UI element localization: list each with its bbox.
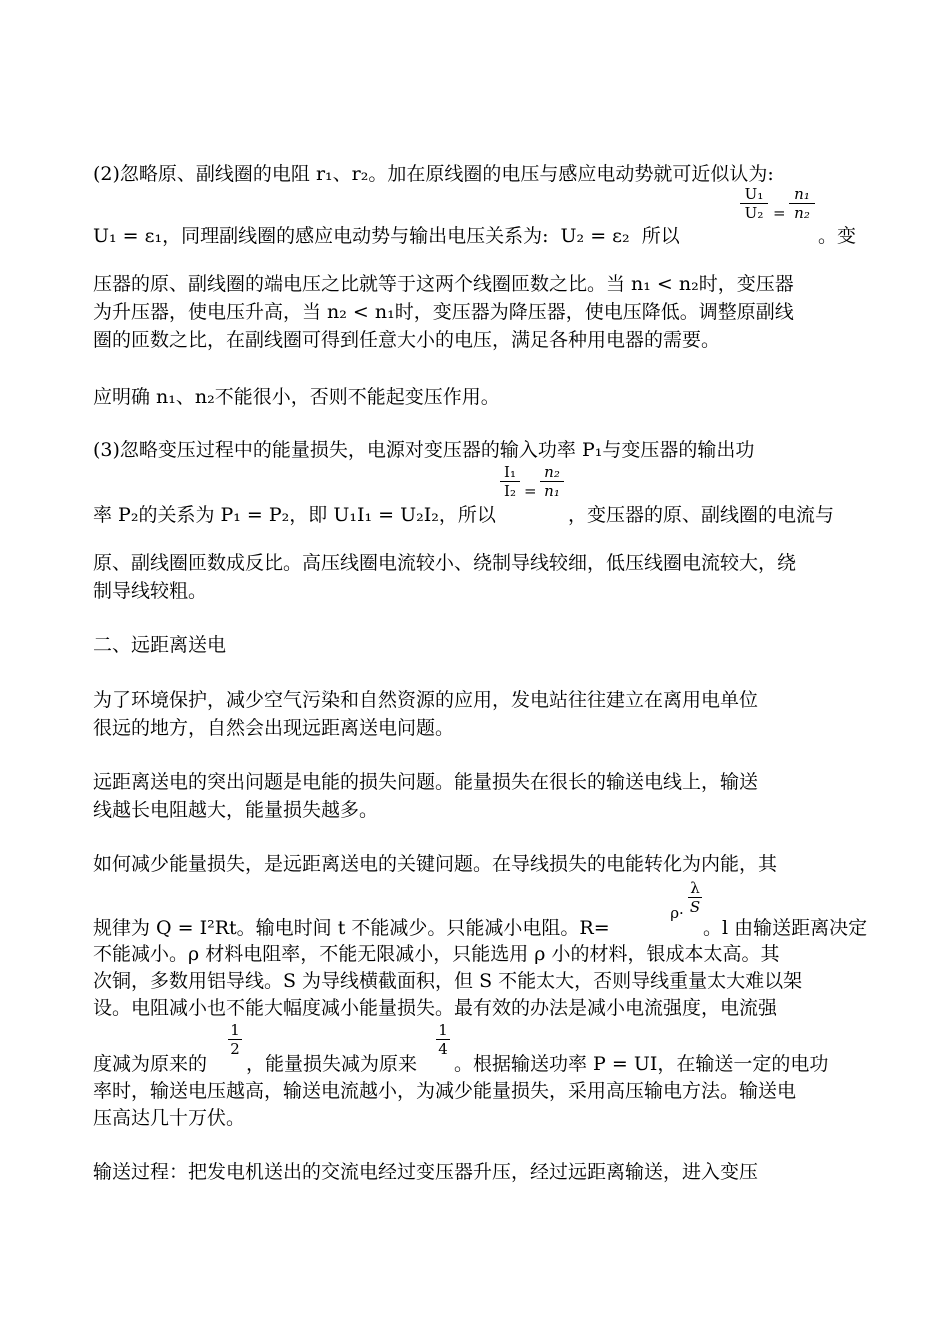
p1-line3: 压器的原、副线圈的端电压之比就等于这两个线圈匝数之比。当 n₁ < n₂时，变压器	[93, 273, 794, 295]
fraction-n2-n1	[540, 464, 564, 499]
p6-line3: 不能减小。ρ 材料电阻率，不能无限减小，只能选用 ρ 小的材料，银成本太高。其	[93, 943, 780, 965]
p1-line2-text: ，同理副线圈的感应电动势与输出电压关系为:	[162, 225, 549, 247]
fraction-n1-n2	[789, 186, 815, 221]
equals-sign: =	[773, 204, 786, 222]
p3-line3: 原、副线圈匝数成反比。高压线圈电流较小、绕制导线较细，低压线圈电流较大，绕	[93, 552, 797, 574]
p6-line4: 次铜，多数用铝导线。S 为导线横截面积，但 S 不能太大，否则导线重量太大难以架	[93, 970, 803, 992]
fraction-one-quarter	[436, 1022, 450, 1057]
fraction-denominator: 2	[230, 1040, 240, 1058]
p6-line6a: 度减为原来的	[93, 1053, 208, 1075]
p6-line8: 压高达几十万伏。	[93, 1107, 246, 1129]
formula-u2-e2: U₂ = ε₂	[560, 225, 630, 247]
p6-line2a: 规律为 Q = I²Rt。输电时间 t 不能减少。只能减小电阻。R=	[93, 917, 610, 939]
fraction-numerator: n₂	[544, 463, 560, 481]
p1-line2	[93, 224, 680, 248]
p6-line6b: ，能量损失减为原来	[246, 1053, 418, 1075]
fraction-numerator: U₁	[744, 185, 764, 203]
p7-line1: 输送过程：把发电机送出的交流电经过变压器升压，经过远距离输送，进入变压	[93, 1161, 759, 1183]
section-heading: 二、远距离送电	[93, 634, 227, 656]
p3-line2a: 率 P₂的关系为 P₁ = P₂，即 U₁I₁ = U₂I₂，所以	[93, 504, 496, 526]
fraction-denominator: n₂	[794, 204, 810, 222]
equals-sign: =	[524, 482, 537, 500]
fraction-numerator: λ	[690, 879, 700, 897]
fraction-denominator: S	[689, 898, 701, 916]
p6-line7: 率时，输送电压越高，输送电流越小，为减少能量损失，采用高压输电方法。输送电	[93, 1080, 797, 1102]
fraction-denominator: U₂	[744, 204, 764, 222]
fraction-u1-u2	[740, 186, 768, 221]
p1-line4: 为升压器，使电压升高，当 n₂ < n₁时，变压器为降压器，使电压降低。调整原副线	[93, 301, 794, 323]
p3-line4: 制导线较粗。	[93, 580, 208, 602]
fraction-numerator: I₁	[504, 463, 516, 481]
fraction-numerator: n₁	[794, 185, 810, 203]
p3-line1: (3)忽略变压过程中的能量损失，电源对变压器的输入功率 P₁与变压器的输出功	[93, 439, 755, 461]
fraction-denominator: I₂	[504, 482, 516, 500]
p4-line1: 为了环境保护，减少空气污染和自然资源的应用，发电站往往建立在离用电单位	[93, 689, 759, 711]
p5-line2: 线越长电阻越大，能量损失越多。	[93, 799, 379, 821]
fraction-numerator: 1	[438, 1021, 448, 1039]
p6-line2b: 。l 由输送距离决定	[703, 917, 868, 939]
fraction-lambda-s	[688, 880, 702, 915]
formula-rho: ρ·	[670, 904, 684, 922]
p4-line2: 很远的地方，自然会出现远距离送电问题。	[93, 717, 455, 739]
p1-line5: 圈的匝数之比，在副线圈可得到任意大小的电压，满足各种用电器的需要。	[93, 329, 721, 351]
p2-line1: 应明确 n₁、n₂不能很小，否则不能起变压作用。	[93, 386, 500, 408]
p5-line1: 远距离送电的突出问题是电能的损失问题。能量损失在很长的输送电线上，输送	[93, 771, 759, 793]
fraction-numerator: 1	[230, 1021, 240, 1039]
p3-line2b: ，变压器的原、副线圈的电流与	[568, 504, 835, 526]
fraction-denominator: 4	[438, 1040, 448, 1058]
fraction-i1-i2	[500, 464, 520, 499]
p6-line6c: 。根据输送功率 P = UI，在输送一定的电功	[454, 1053, 829, 1075]
p1-line1: (2)忽略原、副线圈的电阻 r₁、r₂。加在原线圈的电压与感应电动势就可近似认为:	[93, 163, 774, 185]
p6-line1: 如何减少能量损失，是远距离送电的关键问题。在导线损失的电能转化为内能，其	[93, 853, 778, 875]
p1-line2-end: 。变	[818, 225, 857, 247]
formula-u1-e1: U₁ = ε₁	[93, 225, 163, 247]
p1-line2-so: 所以	[641, 225, 680, 247]
p6-line5: 设。电阻减小也不能大幅度减小能量损失。最有效的办法是减小电流强度，电流强	[93, 997, 778, 1019]
fraction-denominator: n₁	[544, 482, 560, 500]
fraction-one-half	[228, 1022, 242, 1057]
